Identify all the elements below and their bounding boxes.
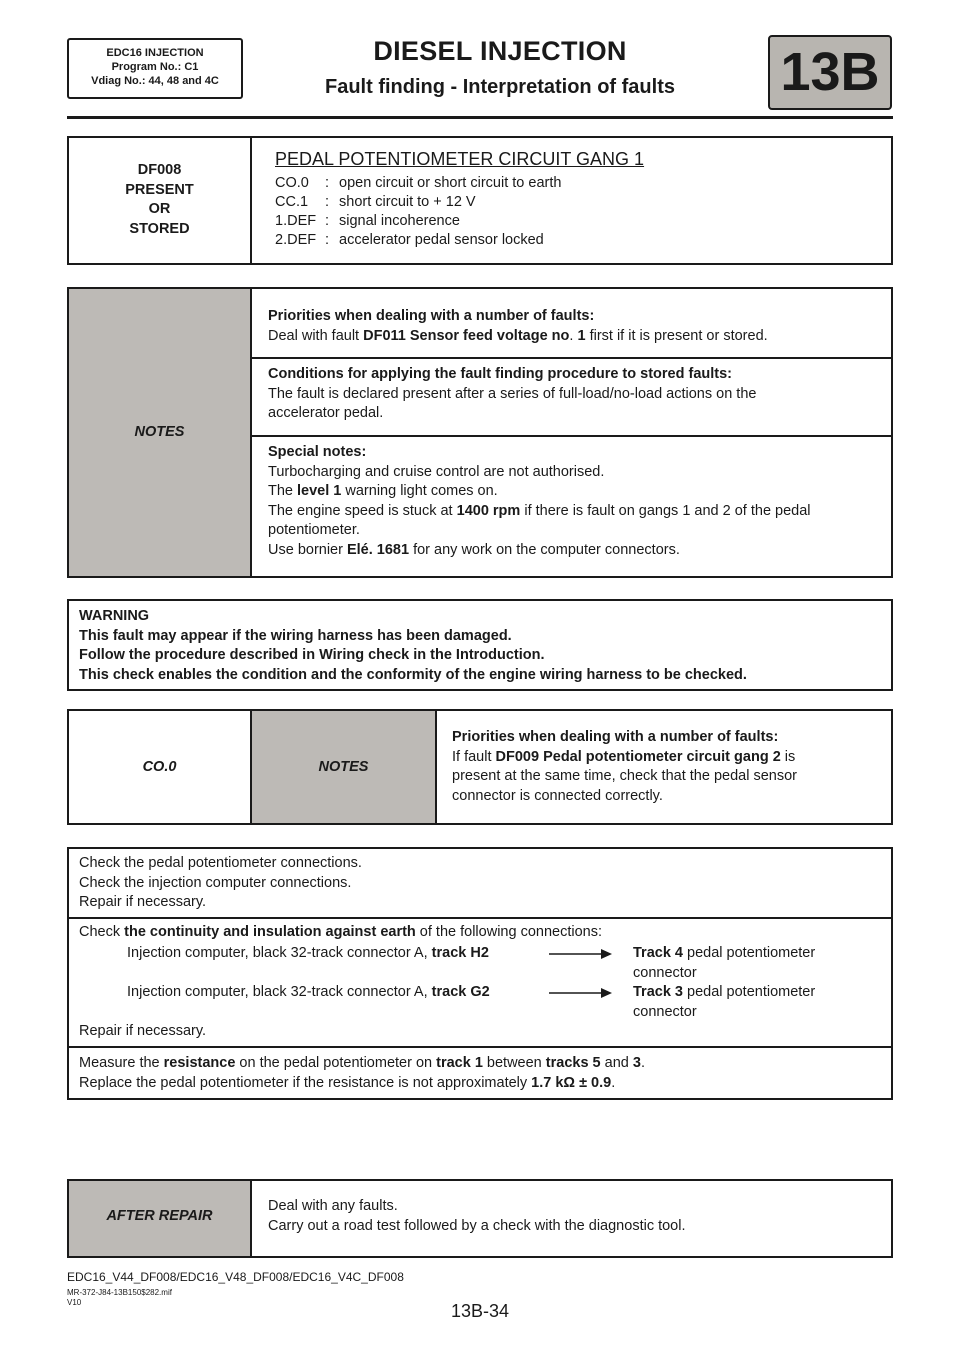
fault-id: DF008 bbox=[137, 162, 182, 178]
notes-special bbox=[252, 443, 891, 560]
notes-conditions-heading: Conditions for applying the fault finding procedure to stored faults: bbox=[268, 366, 732, 382]
warning-heading: WARNING bbox=[79, 608, 150, 624]
notes-conditions bbox=[252, 365, 891, 424]
page-title: DIESEL INJECTION bbox=[373, 36, 627, 66]
warning-line: This fault may appear if the wiring harness has been damaged. bbox=[79, 627, 512, 644]
notes-label: NOTES bbox=[134, 424, 185, 440]
header-model-box bbox=[67, 38, 243, 99]
footer-reference: EDC16_V44_DF008/EDC16_V48_DF008/EDC16_V4C_DF008 bbox=[67, 1270, 404, 1284]
after-repair-box bbox=[67, 1179, 893, 1258]
connection-destination: Track 4 pedal potentiometer connector bbox=[633, 945, 816, 981]
fault-code-sep: : bbox=[325, 232, 330, 248]
fault-id-cell bbox=[69, 138, 252, 263]
check-line: Check the injection computer connections. bbox=[79, 874, 352, 891]
fault-code-sep: : bbox=[325, 175, 330, 191]
notes-priorities-heading: Priorities when dealing with a number of faults: bbox=[268, 308, 595, 324]
fault-code: 1.DEF bbox=[275, 213, 317, 229]
check-connections bbox=[79, 854, 362, 913]
notes-priorities-text: Deal with fault DF011 Sensor feed voltage no. 1 first if it is present or stored. bbox=[268, 327, 768, 344]
check-line: Repair if necessary. bbox=[79, 894, 207, 910]
co0-notes-text bbox=[452, 728, 872, 806]
connection-arrow-icon bbox=[549, 985, 613, 1001]
header-model-line1: EDC16 INJECTION bbox=[106, 47, 204, 59]
fault-code-row bbox=[275, 194, 476, 210]
after-repair-label: AFTER REPAIR bbox=[106, 1208, 213, 1224]
warning-line: Follow the procedure described in Wiring check in the Introduction. bbox=[79, 647, 545, 663]
fault-status-present: PRESENT bbox=[125, 181, 194, 198]
fault-code-row bbox=[275, 232, 544, 248]
fault-code-row bbox=[275, 175, 561, 191]
fault-code: 2.DEF bbox=[275, 232, 317, 248]
check-line: Replace the pedal potentiometer if the resistance is not approximately 1.7 kΩ ± 0.9. bbox=[79, 1074, 616, 1091]
fault-code: CC.1 bbox=[275, 194, 309, 210]
fault-header-box bbox=[67, 136, 893, 265]
connection-source: Injection computer, black 32-track connector A, track G2 bbox=[127, 984, 490, 1000]
fault-code-desc: short circuit to + 12 V bbox=[339, 194, 476, 210]
fault-code-sep: : bbox=[325, 213, 330, 229]
check-resistance bbox=[79, 1054, 879, 1093]
notes-divider bbox=[252, 435, 891, 437]
notes-special-line: potentiometer. bbox=[268, 522, 360, 538]
header-vdiag-line: Vdiag No.: 44, 48 and 4C bbox=[91, 75, 219, 87]
notes-divider bbox=[252, 357, 891, 359]
co0-notes-cell bbox=[252, 711, 437, 823]
fault-code-sep: : bbox=[325, 194, 330, 210]
co0-line: connector is connected correctly. bbox=[452, 787, 663, 804]
check-continuity bbox=[79, 923, 879, 943]
fault-code-row bbox=[275, 213, 460, 229]
check-divider bbox=[69, 917, 891, 919]
section-code-badge: 13B bbox=[768, 35, 892, 110]
after-repair-line: Deal with any faults. bbox=[268, 1198, 398, 1214]
co0-box bbox=[67, 709, 893, 825]
fault-code-desc: open circuit or short circuit to earth bbox=[339, 175, 562, 191]
after-repair-text bbox=[268, 1197, 686, 1236]
connection-arrow-icon bbox=[549, 946, 613, 962]
after-repair-line: Carry out a road test followed by a check with the diagnostic tool. bbox=[268, 1217, 686, 1234]
notes-special-heading: Special notes: bbox=[268, 444, 367, 460]
check-line: Repair if necessary. bbox=[79, 1023, 207, 1039]
check-line: Measure the resistance on the pedal potentiometer on track 1 between tracks 5 and 3. bbox=[79, 1055, 645, 1071]
check-line: Check the pedal potentiometer connections. bbox=[79, 855, 362, 871]
notes-special-line: Use bornier Elé. 1681 for any work on the computer connectors. bbox=[268, 541, 680, 558]
co0-heading: Priorities when dealing with a number of faults: bbox=[452, 729, 779, 745]
notes-conditions-line: The fault is declared present after a series of full-load/no-load actions on the bbox=[268, 385, 757, 402]
notes-box bbox=[67, 287, 893, 578]
notes-special-line: The engine speed is stuck at 1400 rpm if there is fault on gangs 1 and 2 of the pedal bbox=[268, 502, 811, 519]
notes-conditions-line: accelerator pedal. bbox=[268, 405, 384, 421]
notes-priorities bbox=[252, 307, 891, 346]
notes-label-cell bbox=[69, 289, 252, 576]
notes-special-line: The level 1 warning light comes on. bbox=[268, 483, 498, 499]
notes-special-line: Turbocharging and cruise control are not authorised. bbox=[268, 463, 605, 480]
check-divider bbox=[69, 1046, 891, 1048]
page-subtitle: Fault finding - Interpretation of faults bbox=[325, 76, 675, 98]
co0-notes-label: NOTES bbox=[318, 759, 369, 775]
co0-line: present at the same time, check that the pedal sensor bbox=[452, 768, 797, 784]
fault-status-stored: STORED bbox=[129, 220, 190, 237]
fault-code: CO.0 bbox=[275, 175, 309, 191]
connection-source: Injection computer, black 32-track connector A, track H2 bbox=[127, 945, 489, 961]
after-repair-label-cell bbox=[69, 1181, 252, 1256]
warning-line: This check enables the condition and the conformity of the engine wiring harness to be checked. bbox=[79, 666, 747, 683]
check-continuity-heading: Check the continuity and insulation against earth of the following connections: bbox=[79, 924, 602, 940]
header-program-line: Program No.: C1 bbox=[111, 61, 199, 73]
connection-destination: Track 3 pedal potentiometer connector bbox=[633, 984, 816, 1020]
co0-label: CO.0 bbox=[142, 759, 177, 775]
page-number: 13B-34 bbox=[450, 1301, 510, 1321]
footer-source-file: MR-372-J84-13B150$282.mif V10 bbox=[67, 1288, 172, 1307]
fault-title: PEDAL POTENTIOMETER CIRCUIT GANG 1 bbox=[275, 149, 645, 169]
warning-box bbox=[67, 599, 893, 691]
co0-line: If fault DF009 Pedal potentiometer circuit gang 2 is bbox=[452, 748, 796, 765]
fault-code-desc: accelerator pedal sensor locked bbox=[339, 232, 544, 248]
co0-label-cell bbox=[69, 711, 252, 823]
fault-code-desc: signal incoherence bbox=[339, 213, 460, 229]
header-divider bbox=[67, 116, 893, 119]
checks-box bbox=[67, 847, 893, 1100]
fault-status-or: OR bbox=[148, 201, 171, 217]
